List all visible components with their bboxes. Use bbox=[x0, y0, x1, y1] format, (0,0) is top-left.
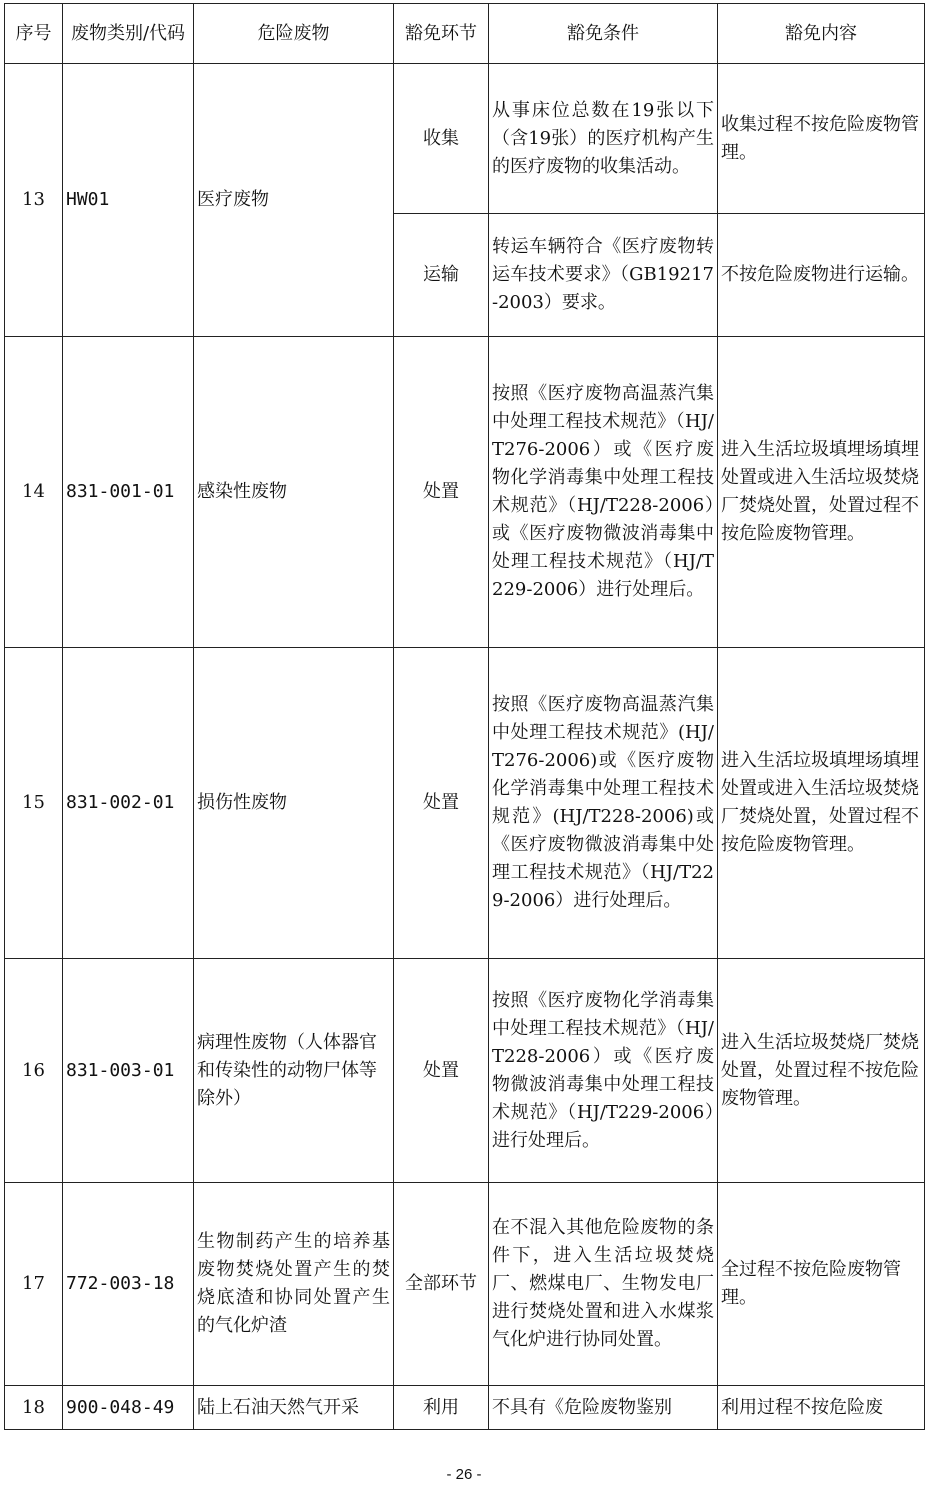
row-stage: 运输 bbox=[394, 214, 489, 337]
row-no: 13 bbox=[5, 64, 63, 337]
table-row bbox=[5, 959, 925, 1183]
table-header bbox=[5, 4, 925, 64]
header-content: 豁免内容 bbox=[718, 4, 925, 64]
row-code: 900-048-49 bbox=[63, 1386, 194, 1430]
row-code: 831-003-01 bbox=[63, 959, 194, 1183]
header-no: 序号 bbox=[5, 4, 63, 64]
row-no: 16 bbox=[5, 959, 63, 1183]
row-condition: 在不混入其他危险废物的条件下，进入生活垃圾焚烧厂、燃煤电厂、生物发电厂进行焚烧处置和进入水煤浆气化炉进行协同处置。 bbox=[489, 1183, 718, 1386]
row-waste: 陆上石油天然气开采 bbox=[194, 1386, 394, 1430]
row-content: 收集过程不按危险废物管理。 bbox=[718, 64, 925, 214]
row-content: 全过程不按危险废物管理。 bbox=[718, 1183, 925, 1386]
page-number: - 26 - bbox=[446, 1466, 482, 1483]
row-code: 831-002-01 bbox=[63, 648, 194, 959]
row-waste: 感染性废物 bbox=[194, 337, 394, 648]
header-stage: 豁免环节 bbox=[394, 4, 489, 64]
row-condition: 按照《医疗废物高温蒸汽集中处理工程技术规范》（HJ/T276-2006）或《医疗废物化学消毒集中处理工程技术规范》（HJ/T228-2006）或《医疗废物微波消毒集中处理工程技术规范》（HJ/T229-2006）进行处理后。 bbox=[489, 337, 718, 648]
row-no: 14 bbox=[5, 337, 63, 648]
row-stage: 全部环节 bbox=[394, 1183, 489, 1386]
row-stage: 处置 bbox=[394, 648, 489, 959]
row-content: 不按危险废物进行运输。 bbox=[718, 214, 925, 337]
row-no: 17 bbox=[5, 1183, 63, 1386]
row-waste: 损伤性废物 bbox=[194, 648, 394, 959]
row-condition: 转运车辆符合《医疗废物转运车技术要求》（GB19217-2003）要求。 bbox=[489, 214, 718, 337]
row-stage: 利用 bbox=[394, 1386, 489, 1430]
row-content: 进入生活垃圾填埋场填埋处置或进入生活垃圾焚烧厂焚烧处置，处置过程不按危险废物管理。 bbox=[718, 337, 925, 648]
table-row bbox=[5, 337, 925, 648]
row-stage: 收集 bbox=[394, 64, 489, 214]
row-condition: 从事床位总数在19张以下（含19张）的医疗机构产生的医疗废物的收集活动。 bbox=[489, 64, 718, 214]
table-row bbox=[5, 64, 925, 214]
row-stage: 处置 bbox=[394, 337, 489, 648]
row-stage: 处置 bbox=[394, 959, 489, 1183]
row-no: 15 bbox=[5, 648, 63, 959]
row-waste: 病理性废物（人体器官和传染性的动物尸体等除外） bbox=[194, 959, 394, 1183]
row-condition: 按照《医疗废物化学消毒集中处理工程技术规范》（HJ/T228-2006）或《医疗废物微波消毒集中处理工程技术规范》（HJ/T229-2006）进行处理后。 bbox=[489, 959, 718, 1183]
row-code: HW01 bbox=[63, 64, 194, 337]
table-row bbox=[5, 1183, 925, 1386]
row-code: 831-001-01 bbox=[63, 337, 194, 648]
exemption-table bbox=[4, 3, 925, 1430]
row-no: 18 bbox=[5, 1386, 63, 1430]
row-content: 进入生活垃圾填埋场填埋处置或进入生活垃圾焚烧厂焚烧处置，处置过程不按危险废物管理。 bbox=[718, 648, 925, 959]
row-waste: 医疗废物 bbox=[194, 64, 394, 337]
header-condition: 豁免条件 bbox=[489, 4, 718, 64]
row-content: 利用过程不按危险废 bbox=[718, 1386, 925, 1430]
row-condition: 不具有《危险废物鉴别 bbox=[489, 1386, 718, 1430]
row-code: 772-003-18 bbox=[63, 1183, 194, 1386]
row-content: 进入生活垃圾焚烧厂焚烧处置，处置过程不按危险废物管理。 bbox=[718, 959, 925, 1183]
table-row bbox=[5, 1386, 925, 1430]
row-condition: 按照《医疗废物高温蒸汽集中处理工程技术规范》(HJ/T276-2006)或《医疗废物化学消毒集中处理工程技术规范》(HJ/T228-2006)或《医疗废物微波消毒集中处理工程技术规范》（HJ/T229-2006）进行处理后。 bbox=[489, 648, 718, 959]
table-row bbox=[5, 648, 925, 959]
header-code: 废物类别/代码 bbox=[63, 4, 194, 64]
row-waste: 生物制药产生的培养基废物焚烧处置产生的焚烧底渣和协同处置产生的气化炉渣 bbox=[194, 1183, 394, 1386]
header-waste: 危险废物 bbox=[194, 4, 394, 64]
